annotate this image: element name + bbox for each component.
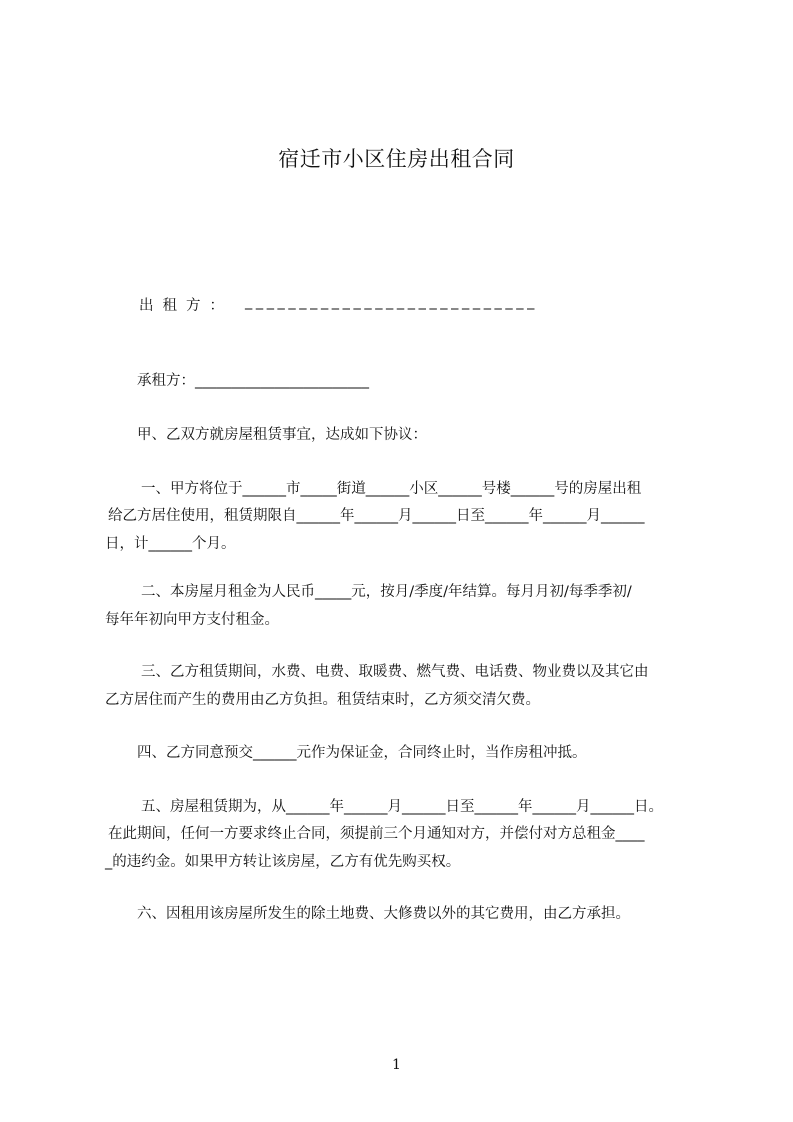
clause-1-line-3: 日，计______个月。 bbox=[105, 536, 236, 552]
clause-2-line-2: 每年年初向甲方支付租金。 bbox=[105, 612, 279, 628]
clause-4-line-1: 四、乙方同意预交______元作为保证金，合同终止时，当作房租冲抵。 bbox=[137, 745, 587, 761]
clause-5-line-3: _的违约金。如果甲方转让该房屋，乙方有优先购买权。 bbox=[105, 854, 461, 870]
document-title: 宿迁市小区住房出租合同 bbox=[278, 147, 515, 171]
agreement-intro: 甲、乙双方就房屋租赁事宜，达成如下协议： bbox=[137, 427, 427, 443]
clause-3-line-2: 乙方居住而产生的费用由乙方负担。租赁结束时，乙方须交清欠费。 bbox=[105, 692, 540, 708]
page-number: 1 bbox=[392, 1057, 401, 1073]
clause-5-line-1: 五、房屋租赁期为，从______年______月______日至______年______月______日。 bbox=[141, 799, 663, 815]
clause-6-line-1: 六、因租用该房屋所发生的除土地费、大修费以外的其它费用，由乙方承担。 bbox=[137, 906, 630, 922]
lessor-blank: ___________________________ bbox=[245, 294, 538, 310]
clause-2-line-1: 二、本房屋月租金为人民币_____元，按月/季度/年结算。每月月初/每季季初/ bbox=[141, 584, 632, 600]
clause-1-line-2: 给乙方居住使用，租赁期限自______年______月______日至______年______月______ bbox=[108, 508, 645, 524]
clause-3-line-1: 三、乙方租赁期间，水费、电费、取暖费、燃气费、电话费、物业费以及其它由 bbox=[141, 664, 649, 680]
lessor-label: 出租方： bbox=[139, 298, 233, 314]
clause-5-line-2: 在此期间，任何一方要求终止合同，须提前三个月通知对方，并偿付对方总租金____ bbox=[108, 826, 645, 842]
clause-1-line-1: 一、甲方将位于______市_____街道______小区______号楼______号的房屋出租 bbox=[141, 481, 642, 497]
lessee-line: 承租方：________________________ bbox=[137, 373, 369, 389]
